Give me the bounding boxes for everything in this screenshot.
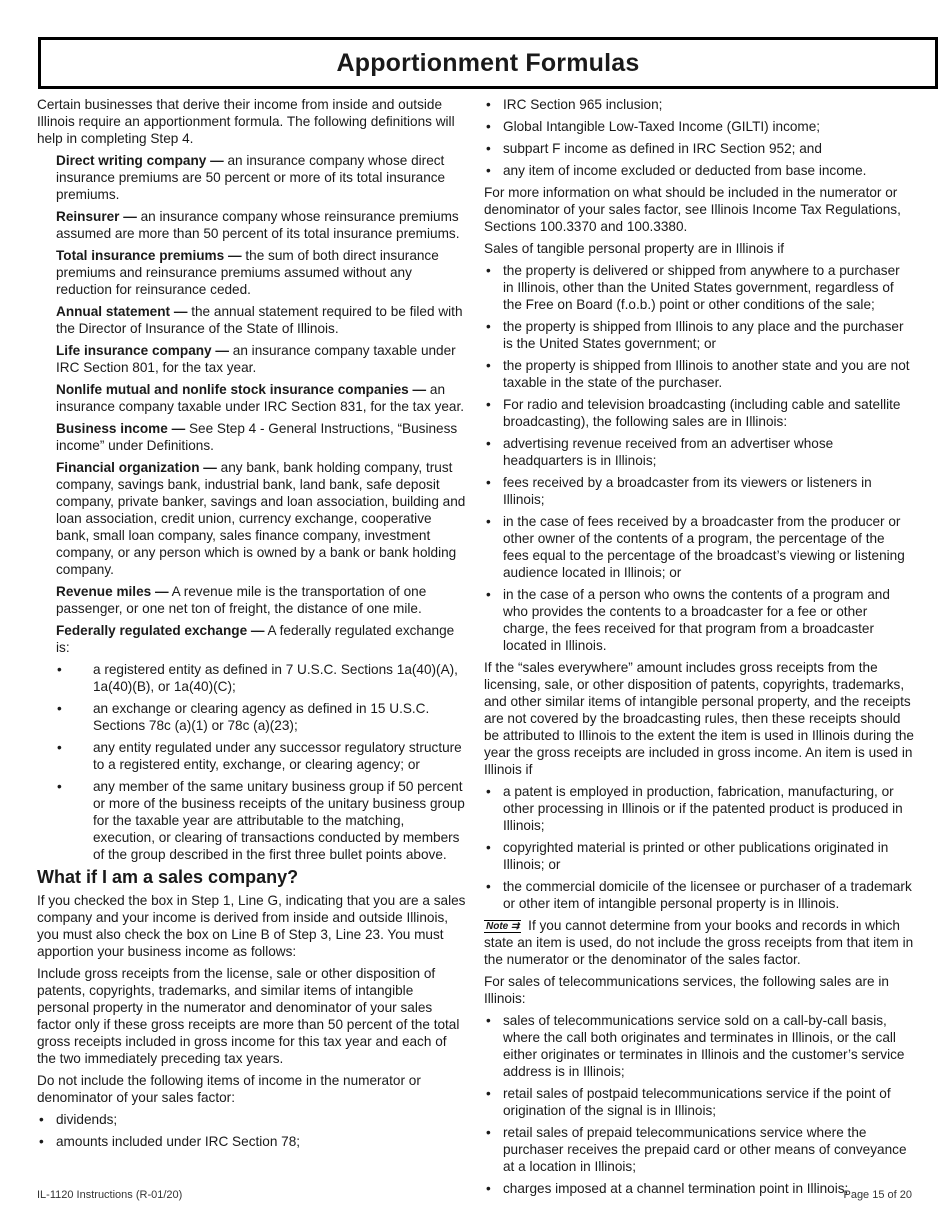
exchange-bullet-list	[37, 661, 467, 863]
list-item: • Global Intangible Low-Taxed Income (GILTI) income;	[484, 118, 914, 135]
definition-term: Annual statement —	[56, 304, 188, 319]
list-item: • retail sales of prepaid telecommunications service where the purchaser receives the prepaid card or other means of conveyance at a location in Illinois;	[484, 1124, 914, 1175]
list-item: • advertising revenue received from an advertiser whose headquarters is in Illinois;	[484, 435, 914, 469]
exclude-bullet-list	[37, 1111, 467, 1150]
tangible-bullet-list	[484, 262, 914, 654]
right-column	[484, 96, 914, 1202]
definition-financial-organization	[56, 459, 467, 578]
list-item: • the property is shipped from Illinois to any place and the purchaser is the United States government; or	[484, 318, 914, 352]
list-item: • the commercial domicile of the licensee or purchaser of a trademark or other item of intangible personal property is in Illinois.	[484, 878, 914, 912]
more-info-paragraph: For more information on what should be included in the numerator or denominator of your sales factor, see Illinois Income Tax Regulations, Sections 100.3370 and 100.3380.	[484, 185, 901, 234]
sales-paragraph-2: Include gross receipts from the license, sale or other disposition of patents, copyrights, trademarks, and similar items of intangible personal property in the numerator and denominator of your sales factor only if these gross receipts are more than 50 percent of the total gross receipts included in gross income for this tax year and each of the two immediately preceding tax years.	[37, 966, 460, 1066]
definition-term: Nonlife mutual and nonlife stock insurance companies —	[56, 382, 427, 397]
list-item: • copyrighted material is printed or other publications originated in Illinois; or	[484, 839, 914, 873]
note-text: If you cannot determine from your books and records in which state an item is used, do not include the gross receipts from that item in the numerator or the denominator of the sales factor.	[484, 918, 914, 967]
note-label: Note	[486, 921, 509, 932]
definition-text: any bank, bank holding company, trust company, savings bank, industrial bank, land bank, safe deposit company, private banker, savings and loan association, building and loan association, credit union, currency exchange, cooperative bank, small loan company, sales finance company, investment company, or any person which is owned by a bank or bank holding company.	[56, 460, 466, 577]
list-item: • For radio and television broadcasting (including cable and satellite broadcasting), the following sales are in Illinois:	[484, 396, 914, 430]
note-paragraph	[484, 917, 914, 968]
sales-paragraph-3: Do not include the following items of income in the numerator or denominator of your sales factor:	[37, 1073, 421, 1105]
list-item: • IRC Section 965 inclusion;	[484, 96, 914, 113]
list-item: • a registered entity as defined in 7 U.S.C. Sections 1a(40)(A), 1a(40)(B), or 1a(40)(C);	[37, 661, 467, 695]
list-item: • charges imposed at a channel termination point in Illinois;	[484, 1180, 914, 1197]
definition-life-insurance-company	[56, 342, 467, 376]
list-item: • retail sales of postpaid telecommunications service if the point of origination of the signal is in Illinois;	[484, 1085, 914, 1119]
list-item: • a patent is employed in production, fabrication, manufacturing, or other processing in Illinois or if the patented product is produced in Illinois;	[484, 783, 914, 834]
definition-text: the sum of both direct insurance premiums and reinsurance premiums assumed without any reduction for reinsurance ceded.	[56, 248, 439, 297]
definition-term: Business income —	[56, 421, 186, 436]
definition-reinsurer	[56, 208, 467, 242]
list-item: • the property is delivered or shipped from anywhere to a purchaser in Illinois, other than the United States government, regardless of the Free on Board (f.o.b.) point or other conditions of the sale;	[484, 262, 914, 313]
intro-paragraph: Certain businesses that derive their income from inside and outside Illinois require an apportionment formula. The following definitions will help in completing Step 4.	[37, 97, 455, 146]
definition-text: A revenue mile is the transportation of one passenger, or one net ton of freight, the distance of one mile.	[56, 584, 427, 616]
list-item: • subpart F income as defined in IRC Section 952; and	[484, 140, 914, 157]
definition-term: Direct writing company —	[56, 153, 224, 168]
tangible-property-paragraph: Sales of tangible personal property are in Illinois if	[484, 241, 784, 256]
list-item: • fees received by a broadcaster from its viewers or listeners in Illinois;	[484, 474, 914, 508]
footer-page-number: Page 15 of 20	[843, 1189, 912, 1201]
definition-text: an insurance company taxable under IRC Section 801, for the tax year.	[56, 343, 456, 375]
definition-text: an insurance company whose direct insurance premiums are 50 percent or more of its total insurance premiums.	[56, 153, 446, 202]
list-item: • dividends;	[37, 1111, 467, 1128]
definition-term: Federally regulated exchange —	[56, 623, 265, 638]
list-item: • in the case of fees received by a broadcaster from the producer or other owner of the contents of a program, the percentage of the fees equal to the percentage of the broadcast’s viewing or listening audience located in Illinois; or	[484, 513, 914, 581]
page-title: Apportionment Formulas	[336, 48, 640, 77]
definition-term: Total insurance premiums —	[56, 248, 242, 263]
definition-term: Revenue miles —	[56, 584, 169, 599]
exclude-bullet-list-continued	[484, 96, 914, 179]
used-in-illinois-bullet-list	[484, 783, 914, 912]
definition-nonlife-insurance	[56, 381, 467, 415]
list-item: • the property is shipped from Illinois to another state and you are not taxable in the state of the purchaser.	[484, 357, 914, 391]
definition-term: Financial organization —	[56, 460, 217, 475]
note-icon: Note ⇉	[486, 921, 520, 932]
list-item: • an exchange or clearing agency as defined in 15 U.S.C. Sections 78c (a)(1) or 78c (a)(23);	[37, 700, 467, 734]
telecom-paragraph: For sales of telecommunications services, the following sales are in Illinois:	[484, 974, 889, 1006]
definition-term: Life insurance company —	[56, 343, 229, 358]
telecom-bullet-list	[484, 1012, 914, 1197]
definition-text: A federally regulated exchange is:	[56, 623, 455, 655]
footer-form-id: IL-1120 Instructions (R-01/20)	[37, 1189, 183, 1201]
list-item: • any member of the same unitary business group if 50 percent or more of the business receipts of the unitary business group for the taxable year are attributable to the matching, execution, or clearing of transactions conducted by members of the group described in the first three bullet points above.	[37, 778, 467, 863]
definition-text: See Step 4 - General Instructions, “Business income” under Definitions.	[56, 421, 458, 453]
sales-everywhere-paragraph: If the “sales everywhere” amount includes gross receipts from the licensing, sale, or other disposition of patents, copyrights, trademarks, and other similar items of intangible personal property, and the receipts are not covered by the broadcasting rules, then these receipts should be attributed to Illinois to the extent the item is used in Illinois during the year the gross receipts are included in gross income. An item is used in Illinois if	[484, 660, 914, 777]
definition-revenue-miles	[56, 583, 467, 617]
definition-text: an insurance company taxable under IRC Section 831, for the tax year.	[56, 382, 465, 414]
list-item: • any entity regulated under any successor regulatory structure to a registered entity, exchange, or clearing agency; or	[37, 739, 467, 773]
sales-company-heading: What if I am a sales company?	[37, 867, 299, 887]
sales-paragraph-1: If you checked the box in Step 1, Line G, indicating that you are a sales company and your income is derived from inside and outside Illinois, you must also check the box on Line B of Step 3, Line 23. You must apportion your business income as follows:	[37, 893, 466, 959]
definition-direct-writing-company	[56, 152, 467, 203]
definition-business-income	[56, 420, 467, 454]
definition-text: the annual statement required to be filed with the Director of Insurance of the State of Illinois.	[56, 304, 463, 336]
list-item: • in the case of a person who owns the contents of a program and who provides the contents to a broadcaster for a fee or other charge, the fees received for that program from a broadcaster located in Illinois.	[484, 586, 914, 654]
definition-total-insurance-premiums	[56, 247, 467, 298]
definition-term: Reinsurer —	[56, 209, 137, 224]
definition-text: an insurance company whose reinsurance premiums assumed are more than 50 percent of its total insurance premiums.	[56, 209, 460, 241]
title-box	[38, 37, 938, 89]
left-column	[37, 96, 467, 1155]
definition-federally-regulated-exchange	[56, 622, 467, 656]
list-item: • sales of telecommunications service sold on a call-by-call basis, where the call both originates and terminates in Illinois, or the call either originates or terminates in Illinois and the customer’s service address is in Illinois;	[484, 1012, 914, 1080]
list-item: • amounts included under IRC Section 78;	[37, 1133, 467, 1150]
definition-annual-statement	[56, 303, 467, 337]
list-item: • any item of income excluded or deducted from base income.	[484, 162, 914, 179]
